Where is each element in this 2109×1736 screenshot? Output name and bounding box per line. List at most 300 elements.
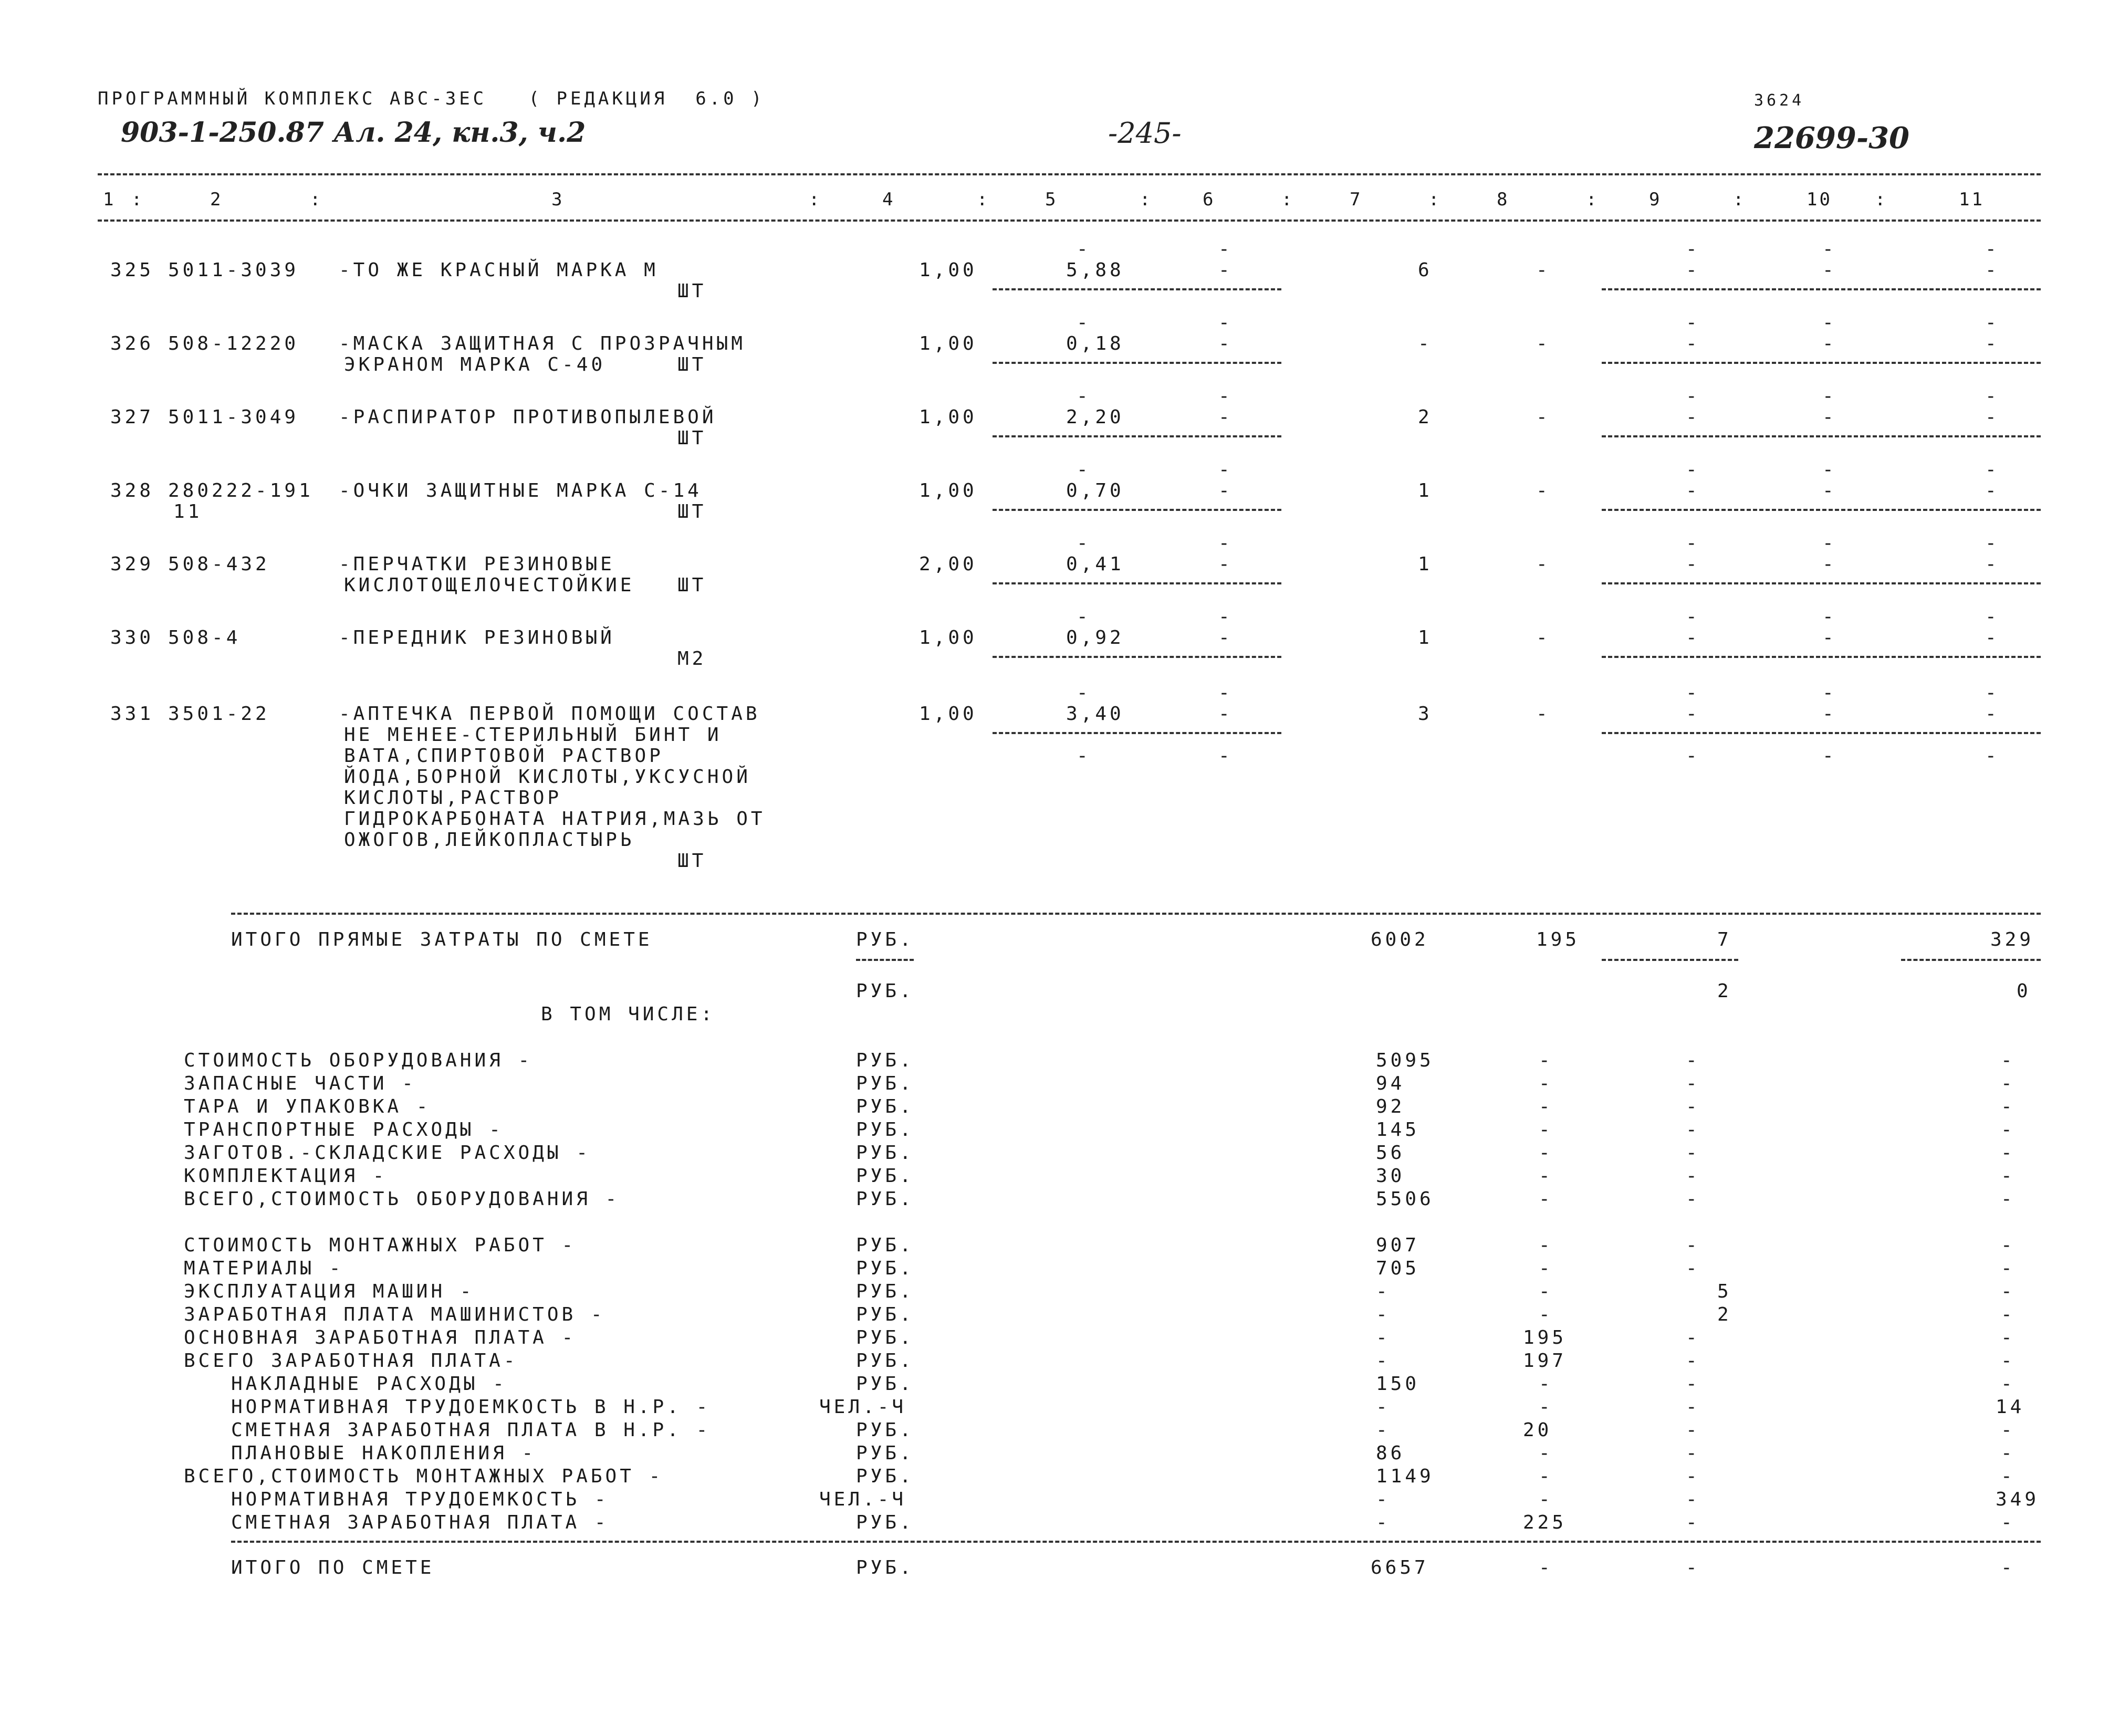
summary-label: ТАРА И УПАКОВКА -	[184, 1096, 431, 1117]
summary-col7: 150	[1376, 1373, 1420, 1395]
summary-col9: -	[1686, 1096, 1700, 1117]
summary-label: ВСЕГО,СТОИМОСТЬ ОБОРУДОВАНИЯ -	[184, 1188, 620, 1210]
item-qty: 1,00	[919, 406, 977, 428]
summary-label: ПЛАНОВЫЕ НАКОПЛЕНИЯ -	[231, 1442, 537, 1464]
price-dash: -	[1077, 238, 1091, 260]
column-header-10: :	[1140, 189, 1153, 210]
item-unit: ШТ	[677, 280, 707, 302]
c6-dash-top: -	[1218, 682, 1233, 704]
item-rule-left	[993, 732, 1281, 734]
summary-col11: -	[2001, 1442, 2016, 1464]
item-col6: -	[1218, 627, 1233, 649]
summary-col7: 56	[1376, 1142, 1405, 1164]
item-number: 325	[110, 259, 154, 281]
item-col11: -	[1985, 259, 2000, 281]
c10-dash-top: -	[1822, 459, 1837, 480]
col11-rule	[1901, 959, 2041, 961]
column-header-13: 7	[1350, 189, 1363, 210]
summary-col7: -	[1376, 1419, 1391, 1441]
item-number: 331	[110, 703, 154, 725]
summary-col7: 145	[1376, 1119, 1420, 1141]
item-col9: -	[1686, 480, 1700, 501]
price-dash: -	[1077, 745, 1091, 767]
summary-col9: -	[1686, 1396, 1700, 1418]
summary-col11: -	[2001, 1258, 2016, 1279]
summary-unit: РУБ.	[856, 1165, 914, 1187]
item-col7: 6	[1418, 259, 1433, 281]
summary-label: СМЕТНАЯ ЗАРАБОТНАЯ ПЛАТА -	[231, 1512, 609, 1533]
summary-unit: РУБ.	[856, 1512, 914, 1533]
summary-col11: -	[2001, 1304, 2016, 1325]
page-number: -245-	[1108, 117, 1182, 150]
item-name-line: ГИДРОКАРБОНАТА НАТРИЯ,МАЗЬ ОТ	[344, 808, 766, 830]
summary-col8: 197	[1523, 1350, 1567, 1372]
summary-col11: -	[2001, 1073, 2016, 1094]
item-name-line: -МАСКА ЗАЩИТНАЯ С ПРОЗРАЧНЫМ	[339, 333, 746, 354]
summary-unit: РУБ.	[856, 1050, 914, 1071]
column-header-6: :	[809, 189, 822, 210]
item-col6: -	[1218, 333, 1233, 354]
col9-rule	[1602, 959, 1738, 961]
price-dash: -	[1077, 459, 1091, 480]
grand-total-col9: -	[1686, 1557, 1700, 1578]
summary-col8: -	[1539, 1373, 1553, 1395]
column-header-11: 6	[1203, 189, 1216, 210]
summary-col7: -	[1376, 1350, 1391, 1372]
column-header-18: :	[1733, 189, 1746, 210]
item-col8: -	[1536, 406, 1551, 428]
summary-col11: -	[2001, 1281, 2016, 1302]
summary-col11: -	[2001, 1050, 2016, 1071]
summary-col9: -	[1686, 1235, 1700, 1256]
item-name-line: -ОЧКИ ЗАЩИТНЫЕ МАРКА С-14	[339, 480, 702, 501]
summary-label: ТРАНСПОРТНЫЕ РАСХОДЫ -	[184, 1119, 504, 1141]
summary-unit: РУБ.	[856, 1142, 914, 1164]
summary-col10: 5	[1717, 1281, 1732, 1302]
summary-col8: -	[1539, 1396, 1553, 1418]
summary-col8: -	[1539, 1188, 1553, 1210]
summary-label: ЭКСПЛУАТАЦИЯ МАШИН -	[184, 1281, 475, 1302]
item-rule-right	[1602, 362, 2041, 364]
summary-label: СМЕТНАЯ ЗАРАБОТНАЯ ПЛАТА В Н.Р. -	[231, 1419, 711, 1441]
summary-label: НОРМАТИВНАЯ ТРУДОЕМКОСТЬ -	[231, 1489, 609, 1510]
price-dash: -	[1077, 682, 1091, 704]
summary-col7: 92	[1376, 1096, 1405, 1117]
direct-costs-unit2: РУБ.	[856, 980, 914, 1002]
summary-label: ЗАГОТОВ.-СКЛАДСКИЕ РАСХОДЫ -	[184, 1142, 591, 1164]
summary-col7: -	[1376, 1396, 1391, 1418]
item-rule-right	[1602, 582, 2041, 584]
summary-col11: -	[2001, 1119, 2016, 1141]
summary-col9: -	[1686, 1512, 1700, 1533]
summary-col11: -	[2001, 1373, 2016, 1395]
item-col8: -	[1536, 703, 1551, 725]
column-header-4: :	[310, 189, 323, 210]
item-price: 0,70	[1066, 480, 1124, 501]
column-header-12: :	[1281, 189, 1294, 210]
including-label: В ТОМ ЧИСЛЕ:	[541, 1003, 716, 1025]
c9-dash-top: -	[1686, 385, 1700, 407]
c6-dash-top: -	[1218, 385, 1233, 407]
item-name-line: НЕ МЕНЕЕ-СТЕРИЛЬНЫЙ БИНТ И	[344, 724, 722, 746]
column-header-19: 10	[1807, 189, 1832, 210]
summary-col8: -	[1539, 1235, 1553, 1256]
direct-costs-col8: 195	[1536, 929, 1580, 950]
summary-col8: -	[1539, 1281, 1553, 1302]
summary-col9: -	[1686, 1489, 1700, 1510]
item-name-line: ОЖОГОВ,ЛЕЙКОПЛАСТЫРЬ	[344, 829, 635, 851]
item-number: 327	[110, 406, 154, 428]
direct-costs-col11b: 0	[2017, 980, 2031, 1002]
item-col10: -	[1822, 480, 1837, 501]
summary-label: ЗАРАБОТНАЯ ПЛАТА МАШИНИСТОВ -	[184, 1304, 605, 1325]
item-unit: ШТ	[677, 354, 707, 375]
item-col9: -	[1686, 703, 1700, 725]
column-header-20: :	[1875, 189, 1888, 210]
c9-dash-top: -	[1686, 682, 1700, 704]
direct-costs-col11: 329	[1990, 929, 2034, 950]
summary-label: МАТЕРИАЛЫ -	[184, 1258, 344, 1279]
summary-col8: -	[1539, 1142, 1553, 1164]
summary-col11: 14	[1996, 1396, 2025, 1418]
summary-col9: -	[1686, 1327, 1700, 1348]
item-name-line: ЙОДА,БОРНОЙ КИСЛОТЫ,УКСУСНОЙ	[344, 766, 751, 788]
code-top: 3624	[1754, 91, 1805, 110]
c6-dash-top: -	[1218, 459, 1233, 480]
c11-dash-top: -	[1985, 606, 2000, 628]
c10-dash-top: -	[1822, 606, 1837, 628]
summary-unit: РУБ.	[856, 1419, 914, 1441]
summary-col7: -	[1376, 1304, 1391, 1325]
summary-col11: -	[2001, 1419, 2016, 1441]
grand-total-label: ИТОГО ПО СМЕТЕ	[231, 1557, 435, 1578]
summary-col9: -	[1686, 1258, 1700, 1279]
summary-col9: -	[1686, 1373, 1700, 1395]
summary-unit: РУБ.	[856, 1119, 914, 1141]
summary-label: КОМПЛЕКТАЦИЯ -	[184, 1165, 388, 1187]
item-name-line: -ПЕРЕДНИК РЕЗИНОВЫЙ	[339, 627, 615, 649]
item-rule-right	[1602, 656, 2041, 658]
summary-col7: -	[1376, 1512, 1391, 1533]
item-col6: -	[1218, 703, 1233, 725]
summary-col8: -	[1539, 1096, 1553, 1117]
item-col6: -	[1218, 259, 1233, 281]
column-header-7: 4	[882, 189, 895, 210]
item-qty: 1,00	[919, 259, 977, 281]
direct-costs-rule	[231, 913, 2041, 915]
summary-col8: -	[1539, 1050, 1553, 1071]
summary-unit: РУБ.	[856, 1350, 914, 1372]
summary-col8: 195	[1523, 1327, 1567, 1348]
summary-unit: ЧЕЛ.-Ч	[819, 1489, 907, 1510]
item-unit: ШТ	[677, 427, 707, 449]
item-price: 5,88	[1066, 259, 1124, 281]
item-col9: -	[1686, 553, 1700, 575]
item-col8: -	[1536, 553, 1551, 575]
unit-rule	[856, 959, 914, 961]
item-rule-left	[993, 656, 1281, 658]
c11-dash: -	[1985, 745, 2000, 767]
document-number: 22699-30	[1754, 121, 1909, 155]
c9-dash-top: -	[1686, 238, 1700, 260]
column-header-2: :	[131, 189, 144, 210]
c6-dash-top: -	[1218, 606, 1233, 628]
summary-col11: -	[2001, 1188, 2016, 1210]
item-col7: 3	[1418, 703, 1433, 725]
c11-dash-top: -	[1985, 682, 2000, 704]
summary-col11: 349	[1996, 1489, 2040, 1510]
grand-total-rule	[231, 1541, 2041, 1543]
summary-col8: -	[1539, 1466, 1553, 1487]
summary-col11: -	[2001, 1096, 2016, 1117]
summary-col8: 20	[1523, 1419, 1552, 1441]
item-col9: -	[1686, 406, 1700, 428]
summary-col9: -	[1686, 1466, 1700, 1487]
item-code: 508-4	[168, 627, 241, 649]
summary-col7: 5506	[1376, 1188, 1434, 1210]
summary-col8: -	[1539, 1258, 1553, 1279]
c6-dash: -	[1218, 745, 1233, 767]
item-price: 0,92	[1066, 627, 1124, 649]
summary-unit: РУБ.	[856, 1327, 914, 1348]
item-col11: -	[1985, 406, 2000, 428]
item-qty: 1,00	[919, 333, 977, 354]
direct-costs-col9: 7	[1717, 929, 1732, 950]
item-qty: 1,00	[919, 703, 977, 725]
item-number: 329	[110, 553, 154, 575]
summary-unit: РУБ.	[856, 1442, 914, 1464]
item-col9: -	[1686, 627, 1700, 649]
item-col11: -	[1985, 627, 2000, 649]
item-name-line: ЭКРАНОМ МАРКА С-40	[344, 354, 606, 375]
price-dash: -	[1077, 606, 1091, 628]
summary-unit: РУБ.	[856, 1096, 914, 1117]
c9-dash-top: -	[1686, 606, 1700, 628]
direct-costs-label: ИТОГО ПРЯМЫЕ ЗАТРАТЫ ПО СМЕТЕ	[231, 929, 653, 950]
item-unit: ШТ	[677, 501, 707, 522]
summary-label: СТОИМОСТЬ ОБОРУДОВАНИЯ -	[184, 1050, 533, 1071]
column-header-15: 8	[1497, 189, 1510, 210]
c9-dash: -	[1686, 745, 1700, 767]
summary-col7: -	[1376, 1327, 1391, 1348]
item-number: 330	[110, 627, 154, 649]
c11-dash-top: -	[1985, 312, 2000, 333]
header-rule-bottom	[98, 219, 2041, 222]
summary-col8: -	[1539, 1442, 1553, 1464]
summary-col9: -	[1686, 1165, 1700, 1187]
item-number: 328	[110, 480, 154, 501]
header-rule-top	[98, 173, 2041, 175]
summary-col11: -	[2001, 1142, 2016, 1164]
grand-total-col8: -	[1539, 1557, 1553, 1578]
summary-col11: -	[2001, 1512, 2016, 1533]
item-qty: 1,00	[919, 480, 977, 501]
column-header-3: 2	[210, 189, 223, 210]
summary-label: ЗАПАСНЫЕ ЧАСТИ -	[184, 1073, 416, 1094]
c10-dash-top: -	[1822, 312, 1837, 333]
item-col6: -	[1218, 480, 1233, 501]
grand-total-unit: РУБ.	[856, 1557, 914, 1578]
item-col10: -	[1822, 333, 1837, 354]
column-header-5: 3	[551, 189, 565, 210]
c11-dash-top: -	[1985, 459, 2000, 480]
c10-dash-top: -	[1822, 385, 1837, 407]
item-rule-left	[993, 435, 1281, 437]
c9-dash-top: -	[1686, 312, 1700, 333]
summary-label: ВСЕГО,СТОИМОСТЬ МОНТАЖНЫХ РАБОТ -	[184, 1466, 664, 1487]
item-rule-right	[1602, 288, 2041, 290]
item-col11: -	[1985, 703, 2000, 725]
summary-unit: РУБ.	[856, 1466, 914, 1487]
item-name-line: ВАТА,СПИРТОВОЙ РАСТВОР	[344, 745, 664, 767]
item-col8: -	[1536, 259, 1551, 281]
item-col8: -	[1536, 333, 1551, 354]
summary-unit: РУБ.	[856, 1235, 914, 1256]
price-dash: -	[1077, 532, 1091, 554]
item-col8: -	[1536, 627, 1551, 649]
item-code: 508-12220	[168, 333, 299, 354]
summary-unit: РУБ.	[856, 1073, 914, 1094]
item-col9: -	[1686, 333, 1700, 354]
item-name-line: -АПТЕЧКА ПЕРВОЙ ПОМОЩИ СОСТАВ	[339, 703, 760, 725]
summary-label: НОРМАТИВНАЯ ТРУДОЕМКОСТЬ В Н.Р. -	[231, 1396, 711, 1418]
item-rule-right	[1602, 732, 2041, 734]
item-col8: -	[1536, 480, 1551, 501]
direct-costs-col7: 6002	[1371, 929, 1429, 950]
c11-dash-top: -	[1985, 238, 2000, 260]
summary-col9: -	[1686, 1073, 1700, 1094]
price-dash: -	[1077, 312, 1091, 333]
summary-col7: 94	[1376, 1073, 1405, 1094]
item-col11: -	[1985, 480, 2000, 501]
column-header-9: 5	[1045, 189, 1058, 210]
summary-label: ВСЕГО ЗАРАБОТНАЯ ПЛАТА-	[184, 1350, 518, 1372]
item-rule-left	[993, 362, 1281, 364]
c10-dash: -	[1822, 745, 1837, 767]
price-dash: -	[1077, 385, 1091, 407]
item-rule-right	[1602, 435, 2041, 437]
item-price: 3,40	[1066, 703, 1124, 725]
item-col7: 1	[1418, 480, 1433, 501]
summary-col11: -	[2001, 1350, 2016, 1372]
column-header-17: 9	[1649, 189, 1662, 210]
column-header-1: 1	[103, 189, 116, 210]
c9-dash-top: -	[1686, 459, 1700, 480]
item-name-line: КИСЛОТОЩЕЛОЧЕСТОЙКИЕ	[344, 574, 635, 596]
summary-col8: -	[1539, 1119, 1553, 1141]
summary-label: ОСНОВНАЯ ЗАРАБОТНАЯ ПЛАТА -	[184, 1327, 577, 1348]
summary-col8: -	[1539, 1073, 1553, 1094]
item-col10: -	[1822, 553, 1837, 575]
item-col6: -	[1218, 553, 1233, 575]
column-header-14: :	[1428, 189, 1442, 210]
summary-col8: 225	[1523, 1512, 1567, 1533]
summary-col7: 30	[1376, 1165, 1405, 1187]
c10-dash-top: -	[1822, 238, 1837, 260]
item-unit: М2	[677, 648, 707, 670]
item-col9: -	[1686, 259, 1700, 281]
summary-col7: 907	[1376, 1235, 1420, 1256]
item-col10: -	[1822, 703, 1837, 725]
column-header-21: 11	[1959, 189, 1985, 210]
summary-col10: 2	[1717, 1304, 1732, 1325]
c6-dash-top: -	[1218, 312, 1233, 333]
c10-dash-top: -	[1822, 682, 1837, 704]
summary-col8: -	[1539, 1165, 1553, 1187]
summary-unit: РУБ.	[856, 1188, 914, 1210]
item-code: 5011-3039	[168, 259, 299, 281]
summary-col7: 1149	[1376, 1466, 1434, 1487]
item-name-line: КИСЛОТЫ,РАСТВОР	[344, 787, 562, 809]
summary-col9: -	[1686, 1419, 1700, 1441]
item-price: 0,18	[1066, 333, 1124, 354]
summary-unit: РУБ.	[856, 1281, 914, 1302]
item-qty: 2,00	[919, 553, 977, 575]
direct-costs-unit: РУБ.	[856, 929, 914, 950]
summary-col9: -	[1686, 1188, 1700, 1210]
handwritten-reference: 903-1-250.87 Ал. 24, кн.3, ч.2	[121, 117, 586, 149]
summary-col11: -	[2001, 1327, 2016, 1348]
item-rule-left	[993, 288, 1281, 290]
column-header-16: :	[1586, 189, 1599, 210]
c11-dash-top: -	[1985, 532, 2000, 554]
c6-dash-top: -	[1218, 238, 1233, 260]
item-rule-left	[993, 509, 1281, 511]
summary-col9: -	[1686, 1119, 1700, 1141]
item-col7: 2	[1418, 406, 1433, 428]
summary-label: НАКЛАДНЫЕ РАСХОДЫ -	[231, 1373, 507, 1395]
item-price: 0,41	[1066, 553, 1124, 575]
summary-col7: -	[1376, 1489, 1391, 1510]
item-code: 280222-191	[168, 480, 314, 501]
summary-col11: -	[2001, 1235, 2016, 1256]
item-code: 508-432	[168, 553, 270, 575]
item-code-cont: 11	[173, 501, 203, 522]
summary-col7: -	[1376, 1281, 1391, 1302]
item-price: 2,20	[1066, 406, 1124, 428]
item-name-line: -ПЕРЧАТКИ РЕЗИНОВЫЕ	[339, 553, 615, 575]
item-col6: -	[1218, 406, 1233, 428]
summary-col8: -	[1539, 1304, 1553, 1325]
summary-col8: -	[1539, 1489, 1553, 1510]
grand-total-col7: 6657	[1371, 1557, 1429, 1578]
column-header-8: :	[977, 189, 990, 210]
c6-dash-top: -	[1218, 532, 1233, 554]
summary-unit: РУБ.	[856, 1373, 914, 1395]
summary-col11: -	[2001, 1466, 2016, 1487]
item-col10: -	[1822, 259, 1837, 281]
summary-col7: 705	[1376, 1258, 1420, 1279]
item-col11: -	[1985, 333, 2000, 354]
item-code: 5011-3049	[168, 406, 299, 428]
item-rule-right	[1602, 509, 2041, 511]
summary-col7: 5095	[1376, 1050, 1434, 1071]
summary-col9: -	[1686, 1442, 1700, 1464]
summary-label: СТОИМОСТЬ МОНТАЖНЫХ РАБОТ -	[184, 1235, 577, 1256]
item-col10: -	[1822, 627, 1837, 649]
item-col7: -	[1418, 333, 1433, 354]
item-rule-left	[993, 582, 1281, 584]
summary-col9: -	[1686, 1050, 1700, 1071]
item-number: 326	[110, 333, 154, 354]
c9-dash-top: -	[1686, 532, 1700, 554]
c10-dash-top: -	[1822, 532, 1837, 554]
c11-dash-top: -	[1985, 385, 2000, 407]
direct-costs-col9b: 2	[1717, 980, 1732, 1002]
item-name-line: -РАСПИРАТОР ПРОТИВОПЫЛЕВОЙ	[339, 406, 717, 428]
item-unit: ШТ	[677, 574, 707, 596]
summary-col7: 86	[1376, 1442, 1405, 1464]
